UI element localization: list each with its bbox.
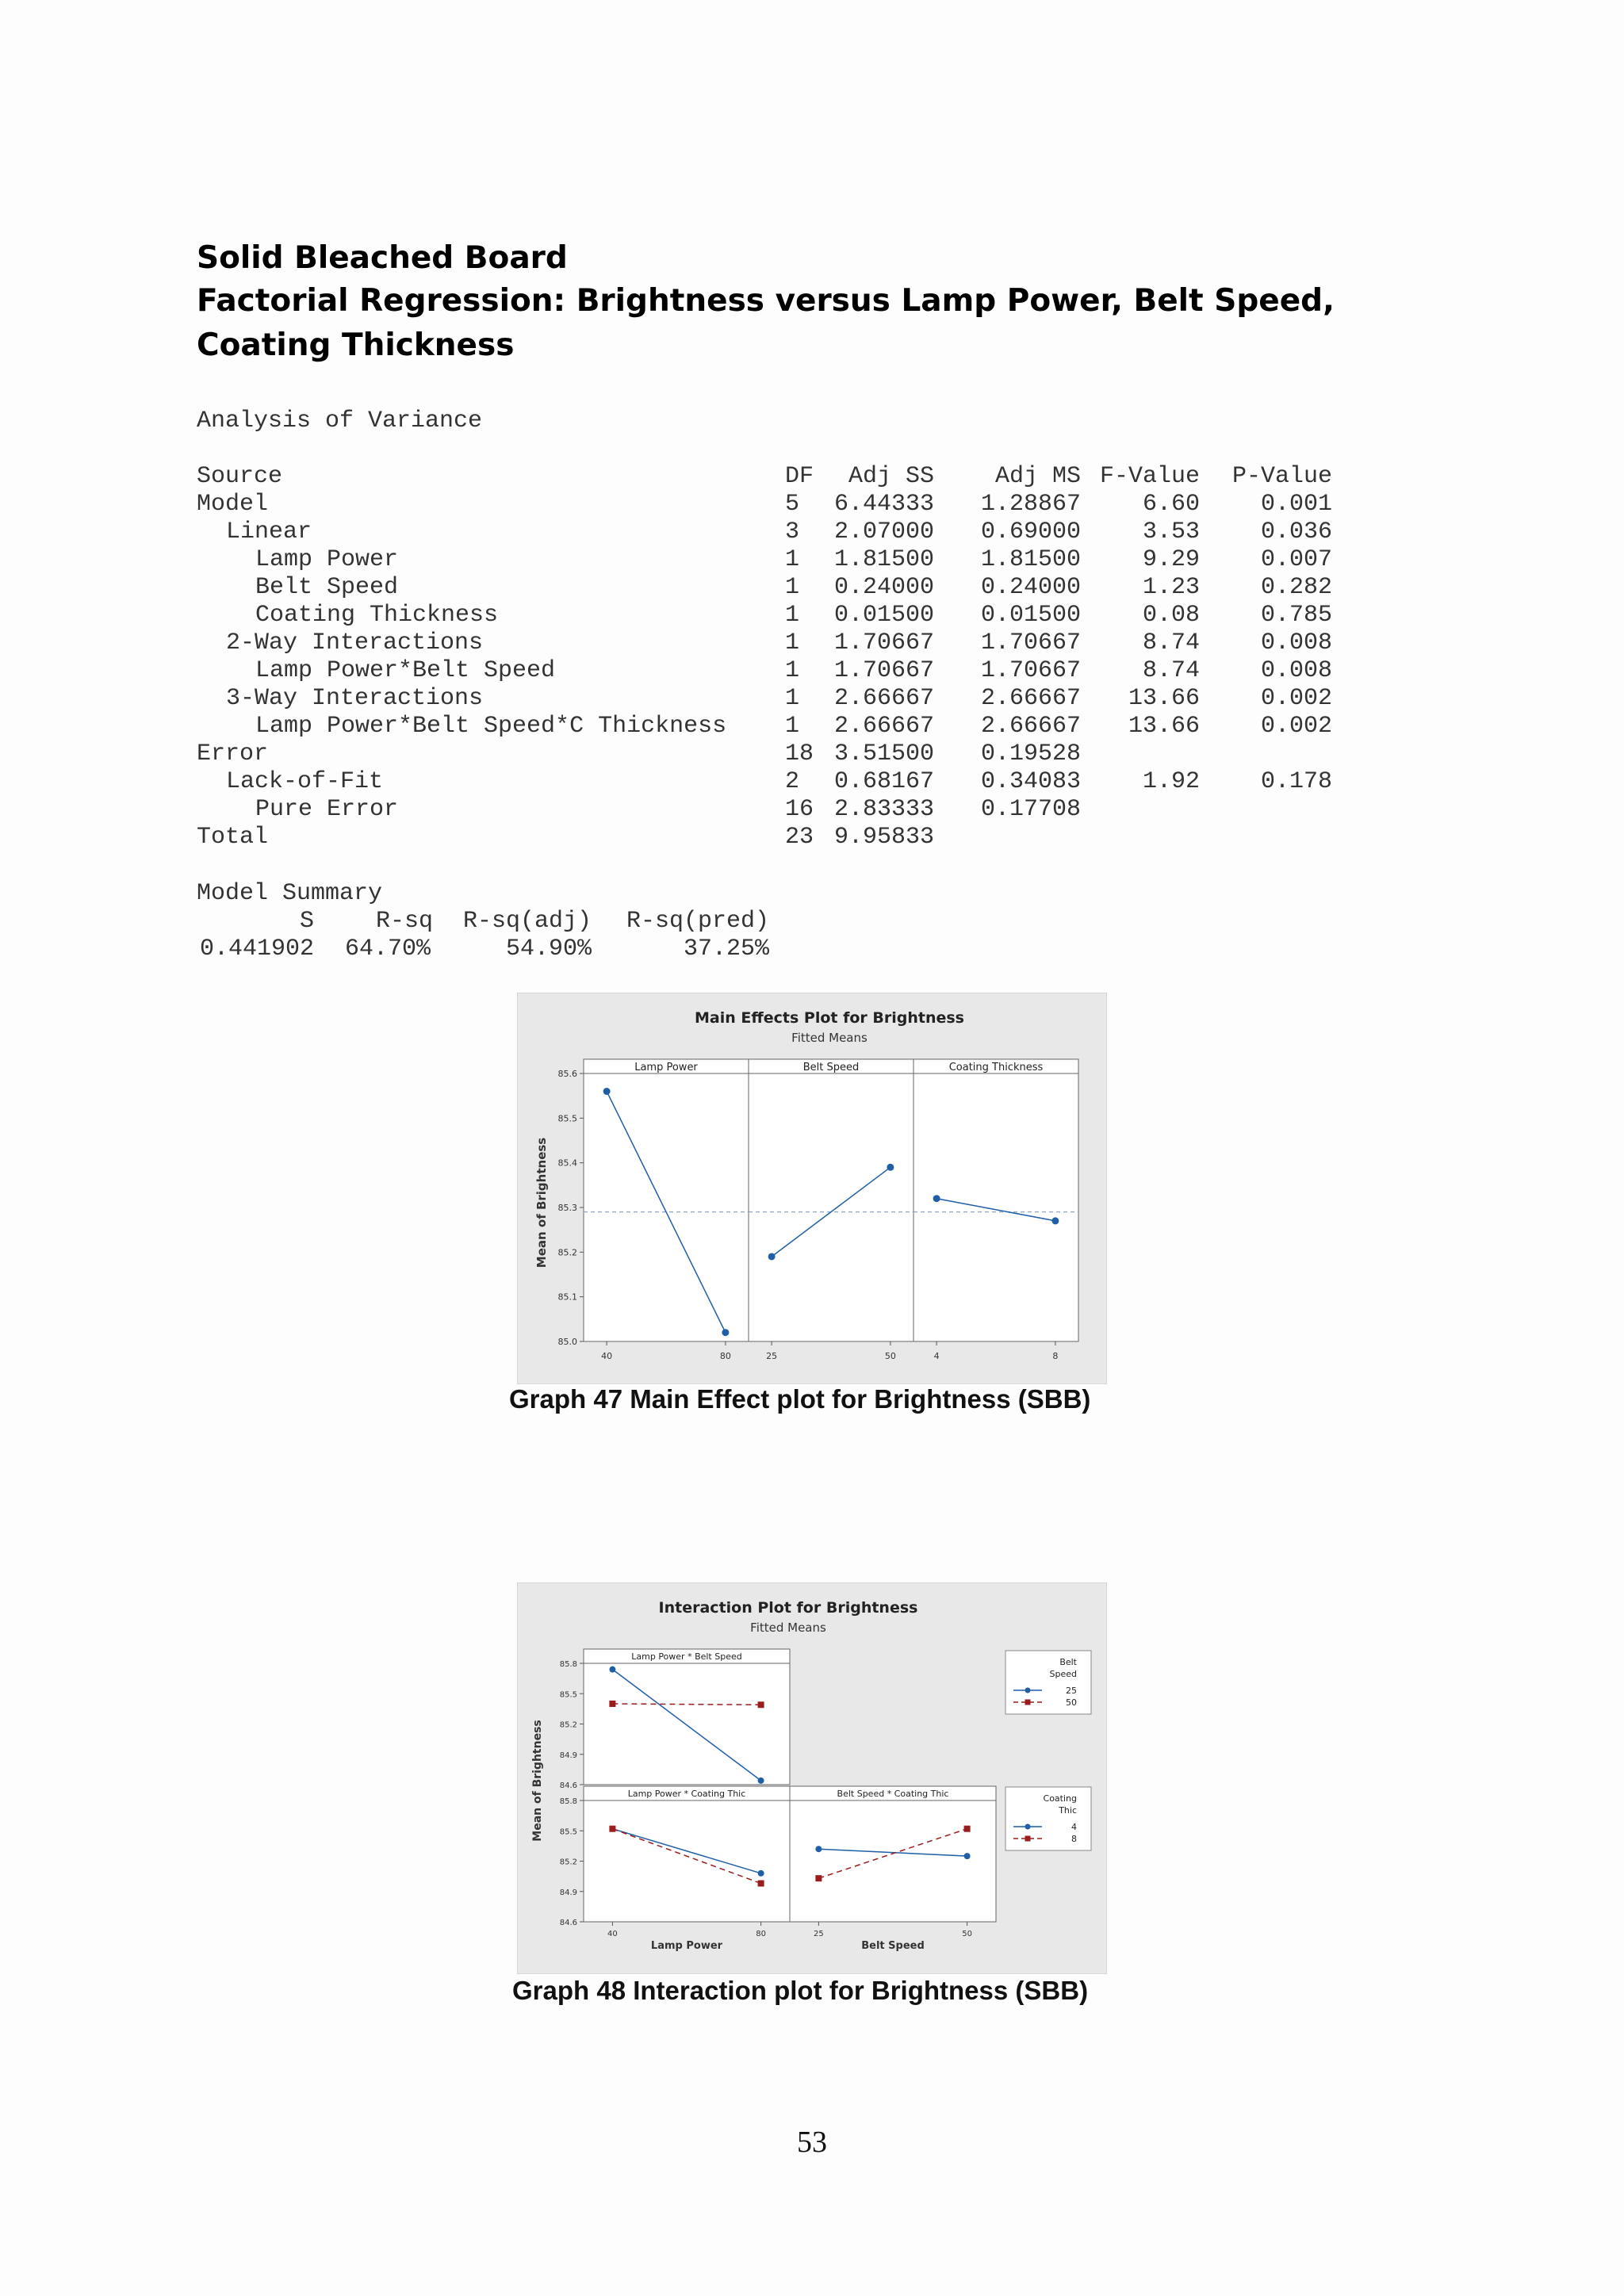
interaction-chart bbox=[517, 1582, 1107, 1974]
legend-marker-circle bbox=[1025, 1688, 1031, 1693]
y-tick-label: 85.2 bbox=[557, 1247, 577, 1258]
data-point-square bbox=[609, 1826, 615, 1832]
anova-header-f-value: F-Value bbox=[1099, 463, 1200, 490]
anova-source-cell: Coating Thickness bbox=[255, 602, 499, 629]
panel-title: Lamp Power bbox=[634, 1062, 698, 1073]
data-point-circle bbox=[609, 1667, 615, 1673]
panel-title: Belt Speed * Coating Thic bbox=[837, 1789, 949, 1799]
anova-adj-ss-cell: 3.51500 bbox=[833, 740, 934, 767]
anova-f-value-cell: 6.60 bbox=[1142, 491, 1200, 518]
data-point bbox=[768, 1253, 776, 1260]
anova-adj-ss-cell: 6.44333 bbox=[833, 491, 934, 518]
y-tick-label: 84.9 bbox=[559, 1888, 577, 1897]
y-axis-label: Mean of Brightness bbox=[534, 1137, 549, 1269]
anova-source-cell: Linear bbox=[226, 519, 312, 545]
model-summary-header: R-sq bbox=[375, 908, 433, 935]
panel-title: Belt Speed bbox=[802, 1062, 860, 1073]
x-tick-label: 80 bbox=[719, 1351, 731, 1361]
anova-adj-ms-cell: 0.19528 bbox=[980, 740, 1081, 767]
panel-title: Coating Thickness bbox=[948, 1062, 1044, 1073]
anova-adj-ss-cell: 1.81500 bbox=[833, 546, 934, 573]
x-tick-label: 4 bbox=[933, 1351, 940, 1361]
anova-f-value-cell: 3.53 bbox=[1142, 519, 1200, 545]
anova-adj-ms-cell: 0.24000 bbox=[980, 574, 1081, 601]
anova-adj-ss-cell: 2.66667 bbox=[833, 685, 934, 712]
data-point bbox=[887, 1164, 894, 1171]
anova-header-adj-ss: Adj SS bbox=[848, 463, 934, 490]
anova-p-value-cell: 0.002 bbox=[1260, 685, 1332, 712]
anova-adj-ss-cell: 2.83333 bbox=[833, 796, 934, 823]
legend-box bbox=[1005, 1651, 1091, 1714]
anova-p-value-cell: 0.001 bbox=[1260, 491, 1332, 518]
x-tick-label: 40 bbox=[607, 1930, 618, 1938]
anova-f-value-cell: 1.92 bbox=[1142, 768, 1200, 795]
x-axis-label: Belt Speed bbox=[861, 1940, 925, 1952]
anova-p-value-cell: 0.008 bbox=[1260, 657, 1332, 684]
y-tick-label: 85.2 bbox=[559, 1858, 577, 1867]
data-point bbox=[722, 1329, 729, 1336]
anova-adj-ms-cell: 0.34083 bbox=[980, 768, 1081, 795]
anova-adj-ss-cell: 0.24000 bbox=[833, 574, 934, 601]
data-point-circle bbox=[964, 1853, 971, 1859]
anova-adj-ms-cell: 1.70667 bbox=[980, 629, 1081, 656]
anova-f-value-cell: 9.29 bbox=[1142, 546, 1200, 573]
anova-source-cell: Lack-of-Fit bbox=[226, 768, 384, 795]
anova-source-cell: Lamp Power*Belt Speed bbox=[255, 657, 556, 684]
data-point-square bbox=[815, 1875, 822, 1881]
anova-adj-ms-cell: 2.66667 bbox=[980, 685, 1081, 712]
anova-df-cell: 18 bbox=[785, 740, 814, 767]
anova-header-p-value: P-Value bbox=[1231, 463, 1332, 490]
anova-f-value-cell: 13.66 bbox=[1128, 713, 1200, 740]
anova-p-value-cell: 0.282 bbox=[1260, 574, 1332, 601]
anova-df-cell: 1 bbox=[785, 574, 800, 601]
y-tick-label: 85.8 bbox=[559, 1660, 577, 1669]
anova-adj-ss-cell: 0.68167 bbox=[833, 768, 934, 795]
anova-df-cell: 1 bbox=[785, 546, 800, 573]
legend-title: Belt bbox=[1059, 1657, 1077, 1667]
anova-df-cell: 16 bbox=[785, 796, 814, 823]
x-tick-label: 25 bbox=[766, 1351, 778, 1361]
page-number: 53 bbox=[797, 2126, 827, 2159]
anova-adj-ss-cell: 9.95833 bbox=[833, 824, 934, 851]
data-point-circle bbox=[815, 1846, 822, 1852]
data-point-circle bbox=[758, 1777, 764, 1784]
panel-title: Lamp Power * Belt Speed bbox=[631, 1651, 742, 1662]
anova-df-cell: 1 bbox=[785, 657, 800, 684]
anova-df-cell: 3 bbox=[785, 519, 800, 545]
data-point bbox=[603, 1088, 611, 1095]
anova-p-value-cell: 0.008 bbox=[1260, 629, 1332, 656]
y-tick-label: 85.0 bbox=[557, 1337, 577, 1347]
graph-47-caption: Graph 47 Main Effect plot for Brightness (SBB) bbox=[509, 1384, 1091, 1414]
panel-plot-area bbox=[914, 1073, 1078, 1341]
anova-adj-ss-cell: 2.07000 bbox=[833, 519, 934, 545]
legend-marker-square bbox=[1025, 1700, 1031, 1705]
legend-marker-circle bbox=[1025, 1824, 1031, 1830]
panel-plot-area bbox=[584, 1663, 790, 1785]
data-point bbox=[1051, 1217, 1059, 1224]
anova-title: Analysis of Variance bbox=[197, 408, 483, 434]
x-tick-label: 25 bbox=[814, 1930, 824, 1938]
panel-plot-area bbox=[584, 1800, 790, 1922]
y-axis-label: Mean of Brightness bbox=[531, 1720, 544, 1842]
anova-adj-ms-cell: 0.69000 bbox=[980, 519, 1081, 545]
anova-source-cell: Lamp Power bbox=[255, 546, 399, 573]
anova-df-cell: 1 bbox=[785, 713, 800, 740]
legend-entry: 4 bbox=[1071, 1822, 1077, 1832]
y-tick-label: 85.5 bbox=[559, 1690, 577, 1700]
anova-adj-ss-cell: 0.01500 bbox=[833, 602, 934, 629]
anova-adj-ms-cell: 1.28867 bbox=[980, 491, 1081, 518]
anova-header-df: DF bbox=[785, 463, 814, 490]
legend-title: Coating bbox=[1043, 1793, 1077, 1804]
chart-subtitle: Fitted Means bbox=[791, 1031, 868, 1045]
x-tick-label: 40 bbox=[601, 1351, 613, 1361]
anova-f-value-cell: 8.74 bbox=[1142, 657, 1200, 684]
anova-source-cell: Total bbox=[197, 824, 269, 851]
anova-adj-ss-cell: 1.70667 bbox=[833, 657, 934, 684]
x-tick-label: 80 bbox=[756, 1930, 766, 1938]
y-tick-label: 84.9 bbox=[559, 1751, 577, 1760]
anova-adj-ms-cell: 1.70667 bbox=[980, 657, 1081, 684]
model-summary-header: R-sq(pred) bbox=[626, 908, 769, 935]
model-summary-header: S bbox=[299, 908, 314, 935]
legend-marker-square bbox=[1025, 1836, 1031, 1842]
panel-plot-area bbox=[790, 1800, 996, 1922]
anova-adj-ss-cell: 2.66667 bbox=[833, 713, 934, 740]
anova-source-cell: Error bbox=[197, 740, 269, 767]
anova-p-value-cell: 0.785 bbox=[1260, 602, 1332, 629]
panel-title: Lamp Power * Coating Thic bbox=[627, 1789, 746, 1799]
anova-header-adj-ms: Adj MS bbox=[994, 463, 1081, 490]
anova-p-value-cell: 0.002 bbox=[1260, 713, 1332, 740]
anova-f-value-cell: 8.74 bbox=[1142, 629, 1200, 656]
legend-entry: 25 bbox=[1066, 1686, 1077, 1696]
legend-title: Thic bbox=[1059, 1805, 1077, 1816]
y-tick-label: 85.8 bbox=[559, 1797, 577, 1806]
anova-f-value-cell: 13.66 bbox=[1128, 685, 1200, 712]
data-point-square bbox=[758, 1701, 764, 1708]
anova-p-value-cell: 0.178 bbox=[1260, 768, 1332, 795]
anova-f-value-cell: 0.08 bbox=[1142, 602, 1200, 629]
data-point bbox=[933, 1195, 940, 1202]
y-tick-label: 85.1 bbox=[557, 1292, 577, 1303]
section-subtitle: Factorial Regression: Brightness versus Lamp Power, Belt Speed, Coating Thickness bbox=[197, 283, 1335, 363]
anova-adj-ms-cell: 2.66667 bbox=[980, 713, 1081, 740]
graph-48-caption: Graph 48 Interaction plot for Brightness (SBB) bbox=[512, 1976, 1089, 2005]
anova-p-value-cell: 0.007 bbox=[1260, 546, 1332, 573]
model-summary-value: 64.70% bbox=[344, 936, 431, 962]
anova-source-cell: 3-Way Interactions bbox=[226, 685, 484, 712]
anova-p-value-cell: 0.036 bbox=[1260, 519, 1332, 545]
anova-df-cell: 1 bbox=[785, 685, 800, 712]
anova-df-cell: 1 bbox=[785, 602, 800, 629]
anova-adj-ms-cell: 0.17708 bbox=[980, 796, 1081, 823]
anova-df-cell: 1 bbox=[785, 629, 800, 656]
y-tick-label: 85.5 bbox=[559, 1827, 577, 1837]
anova-f-value-cell: 1.23 bbox=[1142, 574, 1200, 601]
anova-df-cell: 2 bbox=[785, 768, 800, 795]
anova-source-cell: Model bbox=[197, 491, 269, 518]
model-summary-value: 54.90% bbox=[505, 936, 592, 962]
chart-subtitle: Fitted Means bbox=[750, 1621, 826, 1635]
anova-adj-ms-cell: 1.81500 bbox=[980, 546, 1081, 573]
x-tick-label: 8 bbox=[1052, 1351, 1059, 1361]
y-tick-label: 85.5 bbox=[557, 1113, 577, 1124]
y-tick-label: 85.4 bbox=[557, 1158, 577, 1169]
section-title: Solid Bleached Board bbox=[197, 240, 568, 276]
main-effects-chart bbox=[517, 993, 1107, 1384]
anova-header-source: Source bbox=[197, 463, 283, 490]
y-tick-label: 85.3 bbox=[557, 1203, 577, 1213]
anova-adj-ms-cell: 0.01500 bbox=[980, 602, 1081, 629]
anova-df-cell: 23 bbox=[785, 824, 814, 851]
model-summary-title: Model Summary bbox=[197, 880, 383, 907]
panel-plot-area bbox=[584, 1073, 749, 1341]
anova-source-cell: Lamp Power*Belt Speed*C Thickness bbox=[255, 713, 727, 740]
y-tick-label: 85.6 bbox=[557, 1069, 577, 1079]
x-tick-label: 50 bbox=[962, 1930, 972, 1938]
chart-title: Interaction Plot for Brightness bbox=[658, 1599, 918, 1617]
data-point-circle bbox=[758, 1870, 764, 1877]
legend-title: Speed bbox=[1049, 1669, 1077, 1679]
x-tick-label: 50 bbox=[884, 1351, 896, 1361]
anova-source-cell: 2-Way Interactions bbox=[226, 629, 484, 656]
anova-source-cell: Pure Error bbox=[255, 796, 399, 823]
data-point-square bbox=[609, 1701, 615, 1707]
y-tick-label: 84.6 bbox=[559, 1781, 577, 1790]
anova-adj-ss-cell: 1.70667 bbox=[833, 629, 934, 656]
chart-title: Main Effects Plot for Brightness bbox=[694, 1009, 965, 1027]
model-summary-value: 37.25% bbox=[683, 936, 769, 962]
data-point-square bbox=[964, 1826, 971, 1832]
legend-entry: 50 bbox=[1066, 1697, 1077, 1708]
y-tick-label: 85.2 bbox=[559, 1720, 577, 1730]
model-summary-value: 0.441902 bbox=[199, 936, 314, 962]
y-tick-label: 84.6 bbox=[559, 1919, 577, 1927]
panel-plot-area bbox=[749, 1073, 914, 1341]
model-summary-header: R-sq(adj) bbox=[462, 908, 592, 935]
data-point-square bbox=[758, 1881, 764, 1887]
anova-df-cell: 5 bbox=[785, 491, 800, 518]
x-axis-label: Lamp Power bbox=[650, 1940, 723, 1952]
legend-entry: 8 bbox=[1071, 1834, 1077, 1844]
anova-source-cell: Belt Speed bbox=[255, 574, 399, 601]
